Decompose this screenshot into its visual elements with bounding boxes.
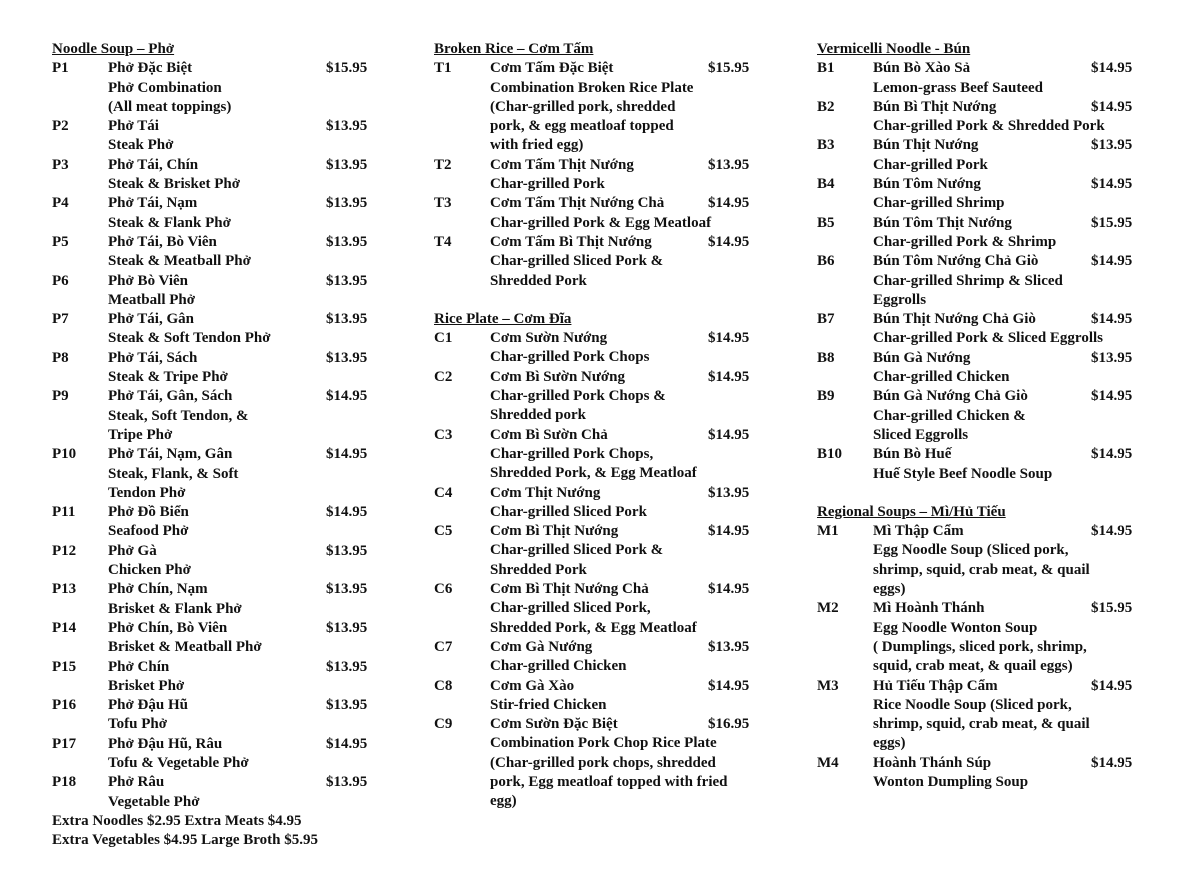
item-price: $14.95 [708,426,750,443]
item-code: P13 [52,581,77,598]
item-description: Stir-fried Chicken [490,696,607,713]
item-price: $13.95 [326,272,368,289]
item-name: Bún Tôm Thịt Nướng [873,214,1012,231]
item-code: B5 [817,214,835,231]
item-code: B6 [817,253,835,270]
item-price: $16.95 [708,716,750,733]
item-description: Char-grilled Pork Chops & [490,388,666,405]
item-code: T1 [434,60,452,77]
item-name: Bún Gà Nướng [873,349,971,366]
item-code: P18 [52,774,77,791]
item-name: Bún Bì Thịt Nướng [873,98,997,115]
item-price: $14.95 [1091,311,1133,328]
menu-item [817,136,1157,175]
item-code: P14 [52,619,77,636]
item-code: P16 [52,697,77,714]
item-price: $14.95 [1091,754,1133,771]
item-description: Char-grilled Pork & Sliced Eggrolls [873,330,1103,347]
menu-item [52,735,412,774]
item-description: Tripe Phở [108,426,173,443]
menu-item [817,349,1157,388]
item-name: Cơm Tấm Thịt Nướng Chả [490,195,665,212]
item-name: Bún Bò Huế [873,446,952,463]
section-heading: Noodle Soup – Phở [52,41,175,57]
item-description: Steak & Flank Phở [108,214,231,231]
item-description: Steak & Tripe Phở [108,369,228,386]
item-name: Phở Đậu Hũ [108,697,188,714]
item-description: Brisket & Flank Phở [108,600,242,617]
item-description: Shredded pork [490,407,587,424]
item-name: Bún Bò Xào Sả [873,60,971,77]
item-code: C6 [434,581,453,598]
menu-item [817,754,1157,793]
menu-item [52,619,412,658]
item-description: Meatball Phở [108,291,196,308]
item-name: Phở Râu [108,774,165,791]
item-name: Phở Tái, Nạm, Gân [108,446,233,463]
menu-item [52,445,412,503]
menu-item [817,522,1157,599]
item-description: Wonton Dumpling Soup [873,773,1029,790]
item-name: Cơm Bì Thịt Nướng [490,523,619,540]
item-code: C7 [434,638,453,655]
menu-section [817,40,1157,484]
item-name: Phở Chín, Bò Viên [108,619,228,636]
item-price: $14.95 [1091,253,1133,270]
item-description: Steak & Meatball Phở [108,253,251,270]
menu-item [817,98,1157,137]
item-code: P12 [52,542,77,559]
item-description: Char-grilled Sliced Pork & [490,542,664,559]
item-price: $13.95 [1091,349,1133,366]
item-name: Phở Tái, Gân [108,311,194,328]
item-description: Steak, Soft Tendon, & [108,407,249,424]
item-description: squid, crab meat, & quail eggs) [873,658,1073,675]
menu-item [52,156,412,195]
item-price: $14.95 [708,368,750,385]
item-code: T4 [434,233,452,250]
item-price: $14.95 [1091,60,1133,77]
item-description: Eggrolls [873,291,927,308]
item-code: M2 [817,600,839,617]
menu-section [434,40,794,291]
menu-item [817,599,1157,676]
item-description: with fried egg) [490,137,584,154]
menu-column [817,40,1157,811]
menu-item [817,59,1157,98]
menu-item [434,426,794,484]
item-name: Cơm Sườn Nướng [490,330,608,347]
item-code: P1 [52,60,69,77]
item-description: Combination Pork Chop Rice Plate [490,735,717,752]
item-price: $13.95 [326,581,368,598]
item-price: $14.95 [1091,98,1133,115]
item-description: pork, & egg meatloaf topped [490,118,674,135]
item-price: $14.95 [708,581,750,598]
item-name: Phở Chín, Nạm [108,581,208,598]
item-name: Phở Gà [108,542,157,559]
item-description: Char-grilled Chicken & [873,407,1026,424]
item-price: $13.95 [326,156,368,173]
item-description: Sliced Eggrolls [873,426,969,443]
item-name: Cơm Gà Nướng [490,638,593,655]
item-description: Steak Phở [108,137,174,154]
menu-item [817,445,1157,484]
item-price: $14.95 [326,504,368,521]
item-name: Cơm Bì Sườn Nướng [490,368,626,385]
item-name: Cơm Bì Sườn Chả [490,426,608,443]
item-description: Char-grilled Pork [873,156,988,173]
item-name: Bún Tôm Nướng Chả Giò [873,253,1039,270]
menu-item [817,387,1157,445]
item-description: Tofu & Vegetable Phở [108,754,249,771]
menu-item [434,156,794,195]
item-description: pork, Egg meatloaf topped with fried [490,773,728,790]
item-description: Egg Noodle Soup (Sliced pork, [873,542,1069,559]
item-price: $13.95 [326,542,368,559]
item-name: Cơm Tấm Đặc Biệt [490,60,614,77]
item-description: Brisket & Meatball Phở [108,639,262,656]
item-description: Char-grilled Chicken [873,369,1010,386]
item-description: Steak, Flank, & Soft [108,465,239,482]
item-code: C9 [434,716,453,733]
item-code: P6 [52,272,69,289]
item-name: Mì Thập Cẩm [873,523,964,540]
menu-item [52,542,412,581]
item-description: (All meat toppings) [108,98,232,115]
item-description: Tendon Phở [108,484,186,501]
item-price: $13.95 [326,311,368,328]
item-code: P17 [52,735,77,752]
item-price: $13.95 [326,774,368,791]
menu-item [52,580,412,619]
menu-item [52,117,412,156]
item-code: B10 [817,446,843,463]
item-name: Cơm Tấm Thịt Nướng [490,156,634,173]
menu-item [434,677,794,716]
item-description: Char-grilled Shrimp [873,195,1005,212]
item-description: Combination Broken Rice Plate [490,79,694,96]
item-price: $15.95 [1091,600,1133,617]
item-description: Char-grilled Sliced Pork [490,503,647,520]
item-code: C3 [434,426,453,443]
item-description: Huế Style Beef Noodle Soup [873,465,1053,482]
item-description: eggs) [873,581,906,598]
item-price: $14.95 [1091,176,1133,193]
item-description: Shredded Pork, & Egg Meatloaf [490,465,697,482]
menu-column [434,40,794,831]
item-description: shrimp, squid, crab meat, & quail [873,716,1090,733]
menu-item [52,310,412,349]
item-description: egg) [490,793,517,810]
item-price: $14.95 [708,330,750,347]
item-name: Cơm Bì Thịt Nướng Chả [490,581,649,598]
item-price: $15.95 [326,60,368,77]
item-code: C1 [434,330,453,347]
item-description: Tofu Phở [108,716,168,733]
item-price: $14.95 [1091,446,1133,463]
item-description: Chicken Phở [108,562,191,579]
item-name: Cơm Gà Xào [490,677,575,694]
item-name: Hoành Thánh Súp [873,754,992,771]
item-description: Seafood Phở [108,523,189,540]
item-name: Phở Tái, Chín [108,156,199,173]
item-description: Vegetable Phở [108,793,200,810]
item-name: Cơm Sườn Đặc Biệt [490,716,618,733]
section-heading: Broken Rice – Cơm Tấm [434,41,594,57]
item-description: Char-grilled Pork & Shredded Pork [873,118,1105,135]
item-description: Lemon-grass Beef Sauteed [873,79,1043,96]
menu-item [434,522,794,580]
item-code: T2 [434,156,452,173]
item-code: M1 [817,523,839,540]
item-name: Phở Tái, Nạm [108,195,198,212]
menu-item [52,658,412,697]
menu-item [434,368,794,426]
item-description: Shredded Pork [490,272,587,289]
item-description: Shredded Pork [490,561,587,578]
item-name: Phở Tái [108,118,159,135]
menu-item [52,773,412,812]
item-code: C2 [434,368,453,385]
menu-item [434,194,794,233]
section-heading: Rice Plate – Cơm Đĩa [434,310,572,327]
item-code: B4 [817,176,835,193]
item-price: $13.95 [326,118,368,135]
item-code: P15 [52,658,77,675]
item-code: B2 [817,98,835,115]
item-description: Shredded Pork, & Egg Meatloaf [490,619,697,636]
item-price: $15.95 [708,60,750,77]
item-code: T3 [434,195,452,212]
item-name: Bún Thịt Nướng Chả Giò [873,311,1036,328]
item-price: $13.95 [326,619,368,636]
item-code: P7 [52,311,69,328]
item-code: P2 [52,118,69,135]
item-name: Phở Đồ Biển [108,504,189,521]
item-description: Steak & Soft Tendon Phở [108,330,271,347]
item-code: C5 [434,523,453,540]
item-price: $13.95 [326,349,368,366]
item-price: $15.95 [1091,214,1133,231]
menu-item [52,503,412,542]
menu-item [52,349,412,388]
menu-column [52,40,412,869]
item-name: Phở Bò Viên [108,272,188,289]
item-price: $14.95 [708,523,750,540]
item-description: (Char-grilled pork, shredded [490,98,676,115]
section-heading: Vermicelli Noodle - Bún [817,41,971,57]
item-description: Rice Noodle Soup (Sliced pork, [873,696,1072,713]
extras-line: Extra Noodles $2.95 Extra Meats $4.95 [52,812,302,829]
item-name: Phở Tái, Gân, Sách [108,388,233,405]
item-description: eggs) [873,735,906,752]
item-name: Cơm Thịt Nướng [490,484,601,501]
menu-item [434,484,794,523]
menu-item [52,59,412,117]
item-name: Phở Chín [108,658,170,675]
item-description: Char-grilled Pork Chops, [490,445,654,462]
item-description: ( Dumplings, sliced pork, shrimp, [873,638,1087,655]
menu-item [434,580,794,638]
menu-item [52,387,412,445]
item-description: Char-grilled Shrimp & Sliced [873,272,1063,289]
menu-section [817,503,1157,792]
menu-section [52,40,412,850]
menu-item [434,59,794,155]
item-price: $13.95 [326,658,368,675]
item-price: $13.95 [1091,137,1133,154]
menu-item [817,310,1157,349]
menu-item [434,638,794,677]
item-price: $13.95 [708,156,750,173]
item-description: (Char-grilled pork chops, shredded [490,754,716,771]
menu-item [434,715,794,811]
item-code: C8 [434,677,453,694]
item-description: Brisket Phở [108,677,185,694]
item-price: $13.95 [708,638,750,655]
item-description: Char-grilled Pork Chops [490,349,650,366]
item-description: Char-grilled Sliced Pork & [490,253,664,270]
item-name: Mì Hoành Thánh [873,600,985,617]
item-code: P5 [52,233,69,250]
extras-line: Extra Vegetables $4.95 Large Broth $5.95 [52,832,318,849]
item-code: P4 [52,195,69,212]
item-code: B3 [817,137,835,154]
menu-item [52,233,412,272]
item-price: $14.95 [326,446,368,463]
item-price: $14.95 [326,388,368,405]
item-price: $13.95 [326,195,368,212]
item-price: $14.95 [708,195,750,212]
menu-item [817,175,1157,214]
item-name: Phở Tái, Bò Viên [108,233,217,250]
menu-item [817,252,1157,310]
item-code: P9 [52,388,69,405]
item-description: Char-grilled Pork & Shrimp [873,233,1057,250]
item-name: Bún Thịt Nướng [873,137,979,154]
item-name: Cơm Tấm Bì Thịt Nướng [490,233,652,250]
menu-item [817,214,1157,253]
item-description: Char-grilled Pork & Egg Meatloaf [490,214,712,231]
item-description: Char-grilled Pork [490,176,605,193]
menu-item [52,696,412,735]
menu-item [52,194,412,233]
menu-section [434,310,794,812]
menu-item [52,272,412,311]
item-description: Egg Noodle Wonton Soup [873,619,1038,636]
item-price: $14.95 [1091,523,1133,540]
item-name: Phở Đậu Hũ, Râu [108,735,223,752]
item-code: B8 [817,349,835,366]
item-code: M3 [817,677,839,694]
item-description: Char-grilled Chicken [490,658,627,675]
item-name: Phở Tái, Sách [108,349,198,366]
item-description: Phở Combination [108,79,222,96]
item-code: B1 [817,60,835,77]
item-price: $14.95 [1091,677,1133,694]
item-name: Bún Gà Nướng Chả Giò [873,388,1028,405]
item-price: $13.95 [326,697,368,714]
item-code: M4 [817,754,839,771]
item-price: $14.95 [708,677,750,694]
item-code: P8 [52,349,69,366]
item-code: C4 [434,484,453,501]
item-price: $14.95 [1091,388,1133,405]
section-heading: Regional Soups – Mì/Hủ Tiếu [817,503,1006,520]
item-description: Char-grilled Sliced Pork, [490,600,651,617]
item-code: B7 [817,311,835,328]
item-code: P3 [52,156,69,173]
item-code: P10 [52,446,77,463]
menu-item [434,329,794,368]
item-code: B9 [817,388,835,405]
item-price: $13.95 [708,484,750,501]
extras-note [52,812,412,851]
item-price: $14.95 [708,233,750,250]
item-description: Steak & Brisket Phở [108,176,241,193]
item-price: $13.95 [326,233,368,250]
item-description: shrimp, squid, crab meat, & quail [873,561,1090,578]
item-name: Hủ Tiếu Thập Cẩm [873,677,998,694]
menu-item [817,677,1157,754]
item-price: $14.95 [326,735,368,752]
item-name: Bún Tôm Nướng [873,176,981,193]
menu-item [434,233,794,291]
item-name: Phở Đặc Biệt [108,60,193,77]
item-code: P11 [52,504,76,521]
